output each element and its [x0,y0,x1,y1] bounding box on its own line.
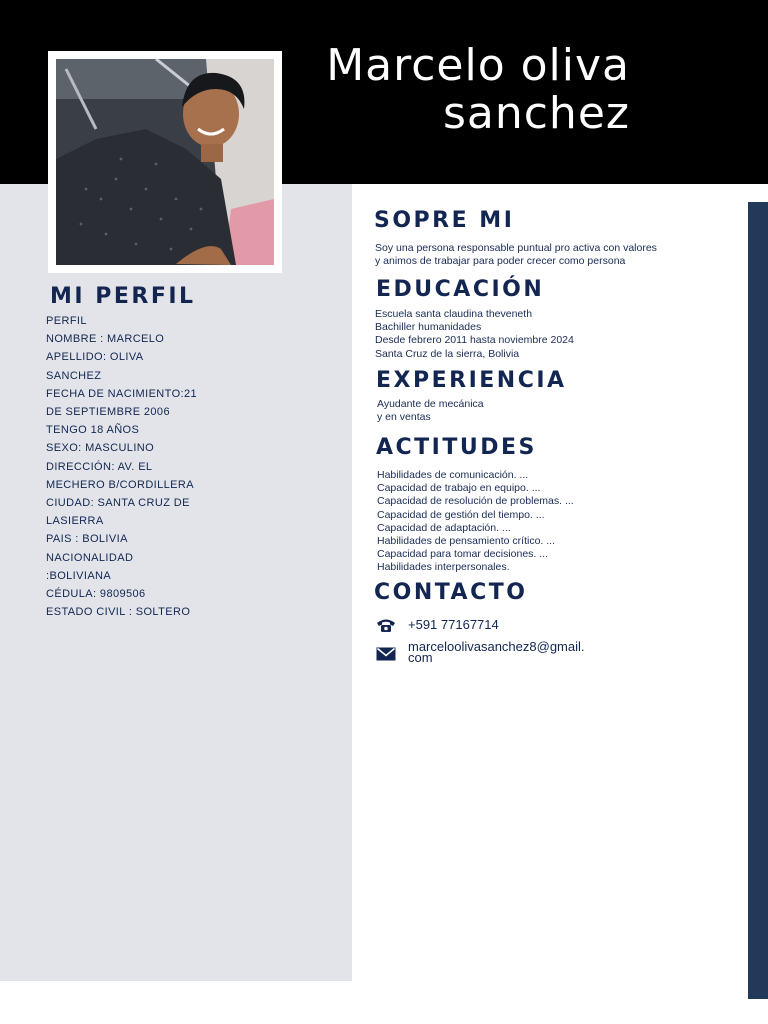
profile-detail-line: DIRECCIÓN: AV. EL [46,460,153,473]
accent-stripe [748,202,768,999]
profile-detail-line: NOMBRE : MARCELO [46,333,165,346]
contact-email-line-1: marceloolivasanchez8@gmail. [408,639,585,654]
profile-detail-line: ESTADO CIVIL : SOLTERO [46,606,191,619]
skills-list [377,469,574,575]
profile-detail-line: MECHERO B/CORDILLERA [46,478,194,491]
contact-email [408,641,585,663]
profile-photo [56,59,274,265]
contact-phone: +591 77167714 [408,617,499,632]
education-line: Desde febrero 2011 hasta noviembre 2024 [375,334,574,347]
about-line: Soy una persona responsable puntual pro activa con valores [375,242,657,254]
profile-detail-line: DE SEPTIEMBRE 2006 [46,406,170,419]
profile-detail-line: SANCHEZ [46,369,102,382]
education-line: Bachiller humanidades [375,321,482,334]
name-line-2: sanchez [442,88,630,139]
experience-line: y en ventas [377,411,431,424]
profile-detail-line: SEXO: MASCULINO [46,442,155,455]
profile-detail-line: PAIS : BOLIVIA [46,533,128,546]
contact-email-row [376,641,585,663]
skill-item: Capacidad de trabajo en equipo. ... [377,482,541,495]
person-name [230,42,630,138]
skill-item: Capacidad de resolución de problemas. ... [377,495,574,508]
profile-details [46,312,216,621]
phone-icon [376,617,396,633]
profile-photo-illustration [56,59,274,265]
skill-item: Habilidades de pensamiento crítico. ... [377,535,556,548]
contact-email-line-2: com [408,650,433,665]
about-line: y animos de trabajar para poder crecer como persona [375,255,626,268]
profile-detail-line: FECHA DE NACIMIENTO:21 [46,387,198,400]
education-heading: EDUCACIÓN [376,277,545,302]
profile-detail-line: :BOLIVIANA [46,569,112,582]
skill-item: Habilidades de comunicación. ... [377,469,529,481]
education-line: Santa Cruz de la sierra, Bolivia [375,347,520,360]
education-line: Escuela santa claudina theveneth [375,308,533,320]
contact-heading: CONTACTO [374,580,528,605]
skill-item: Capacidad de adaptación. ... [377,521,511,534]
profile-detail-line: LASIERRA [46,515,104,528]
contact-phone-row [376,617,499,633]
profile-detail-line: PERFIL [46,315,87,327]
experience-line: Ayudante de mecánica [377,398,484,410]
skill-item: Habilidades interpersonales. [377,561,510,574]
experience-heading: EXPERIENCIA [376,368,567,393]
profile-detail-line: CÉDULA: 9809506 [46,588,146,601]
education-text [375,308,574,361]
profile-heading: MI PERFIL [50,284,196,309]
about-heading: SOPRE MI [374,208,515,233]
profile-detail-line: APELLIDO: OLIVA [46,351,144,364]
skill-item: Capacidad para tomar decisiones. ... [377,548,549,561]
name-line-1: Marcelo oliva [326,40,630,91]
skills-heading: ACTITUDES [376,435,537,460]
profile-photo-frame [48,51,282,273]
profile-detail-line: TENGO 18 AÑOS [46,424,140,437]
profile-detail-line: CIUDAD: SANTA CRUZ DE [46,497,190,510]
envelope-icon [376,647,396,661]
experience-text [377,398,484,424]
about-text [375,242,657,268]
profile-detail-line: NACIONALIDAD [46,551,134,564]
skill-item: Capacidad de gestión del tiempo. ... [377,508,545,521]
